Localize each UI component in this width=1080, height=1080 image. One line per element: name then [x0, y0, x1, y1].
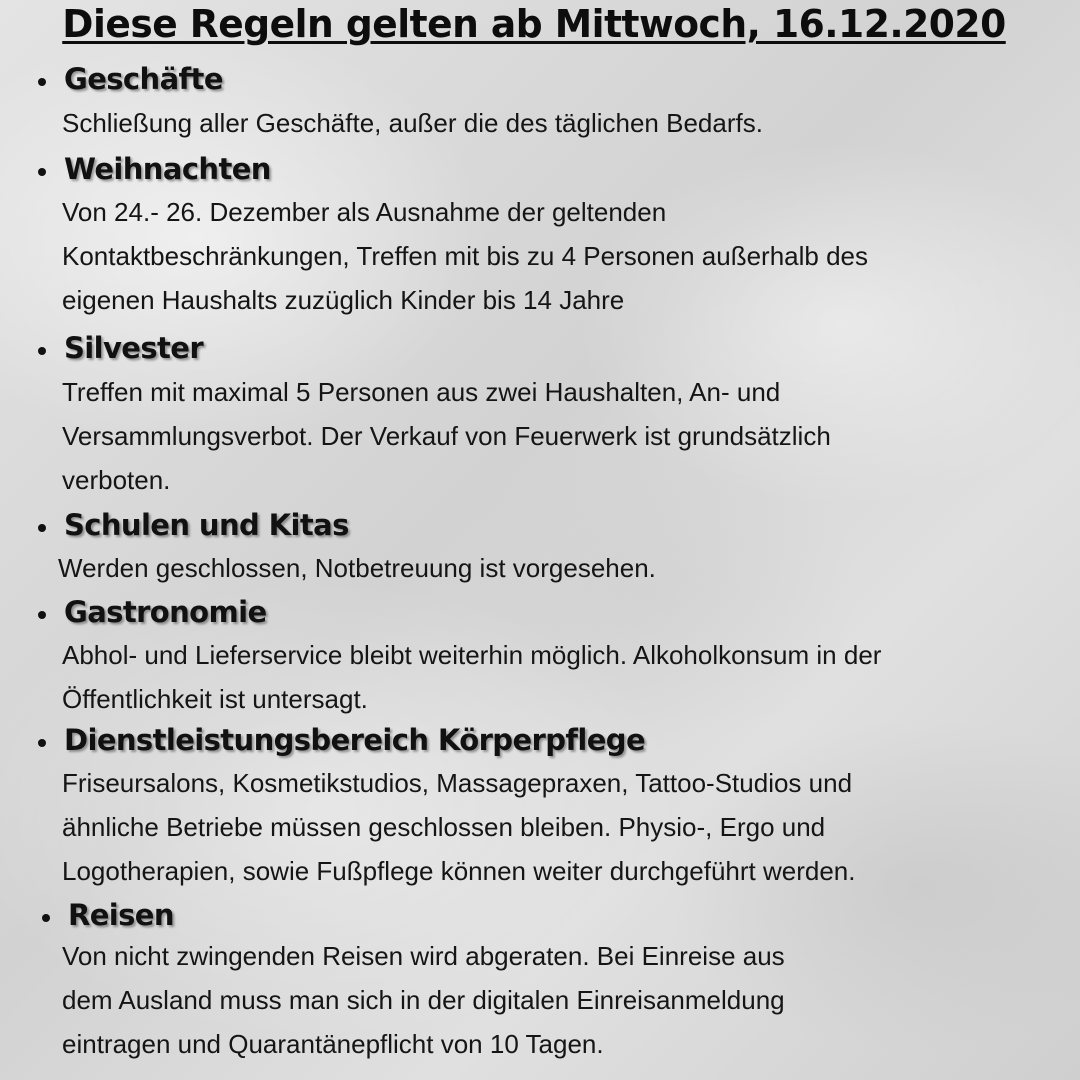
section-text-line: Friseursalons, Kosmetikstudios, Massagepraxen, Tattoo-Studios und	[62, 768, 853, 798]
section-text-line: Treffen mit maximal 5 Personen aus zwei Haushalten, An- und	[62, 377, 781, 407]
bullet-icon	[42, 914, 50, 922]
bullet-icon	[38, 739, 46, 747]
bullet-icon	[38, 611, 46, 619]
section-heading: Gastronomie	[64, 595, 267, 629]
section-heading-row	[42, 895, 174, 935]
section-heading-row	[38, 149, 271, 189]
section-heading-row	[38, 59, 223, 99]
section-heading: Geschäfte	[64, 62, 223, 96]
bullet-icon	[38, 347, 46, 355]
section-heading-row	[38, 505, 349, 545]
section-text-line: Kontaktbeschränkungen, Treffen mit bis zu 4 Personen außerhalb des	[62, 241, 869, 271]
bullet-icon	[38, 78, 46, 86]
section-text-line: eintragen und Quarantänepflicht von 10 Tagen.	[62, 1029, 604, 1059]
section-heading-row	[38, 720, 645, 760]
section-heading: Dienstleistungsbereich Körperpflege	[64, 723, 646, 757]
section-heading: Silvester	[64, 331, 204, 365]
section-text-line: Von 24.- 26. Dezember als Ausnahme der geltenden	[62, 197, 667, 227]
section-text-line: verboten.	[62, 465, 171, 495]
section-text-line: eigenen Haushalts zuzüglich Kinder bis 14 Jahre	[62, 285, 625, 315]
section-text-line: Werden geschlossen, Notbetreuung ist vorgesehen.	[58, 553, 656, 583]
section-text-line: Öffentlichkeit ist untersagt.	[62, 684, 368, 714]
bullet-icon	[38, 168, 46, 176]
page-title: Diese Regeln gelten ab Mittwoch, 16.12.2020	[62, 2, 1006, 46]
section-heading: Reisen	[68, 898, 174, 932]
section-text-line: Schließung aller Geschäfte, außer die des täglichen Bedarfs.	[62, 108, 763, 138]
section-heading-row	[38, 328, 203, 368]
section-text-line: Logotherapien, sowie Fußpflege können weiter durchgeführt werden.	[62, 856, 856, 886]
bullet-icon	[38, 524, 46, 532]
section-text-line: Abhol- und Lieferservice bleibt weiterhin möglich. Alkoholkonsum in der	[62, 640, 882, 670]
section-text-line: dem Ausland muss man sich in der digitalen Einreisanmeldung	[62, 985, 785, 1015]
section-text-line: ähnliche Betriebe müssen geschlossen bleiben. Physio-, Ergo und	[62, 812, 826, 842]
section-text-line: Versammlungsverbot. Der Verkauf von Feuerwerk ist grundsätzlich	[62, 421, 831, 451]
section-heading: Schulen und Kitas	[64, 508, 349, 542]
section-heading: Weihnachten	[64, 152, 271, 186]
section-heading-row	[38, 592, 267, 632]
section-text-line: Von nicht zwingenden Reisen wird abgeraten. Bei Einreise aus	[62, 941, 785, 971]
